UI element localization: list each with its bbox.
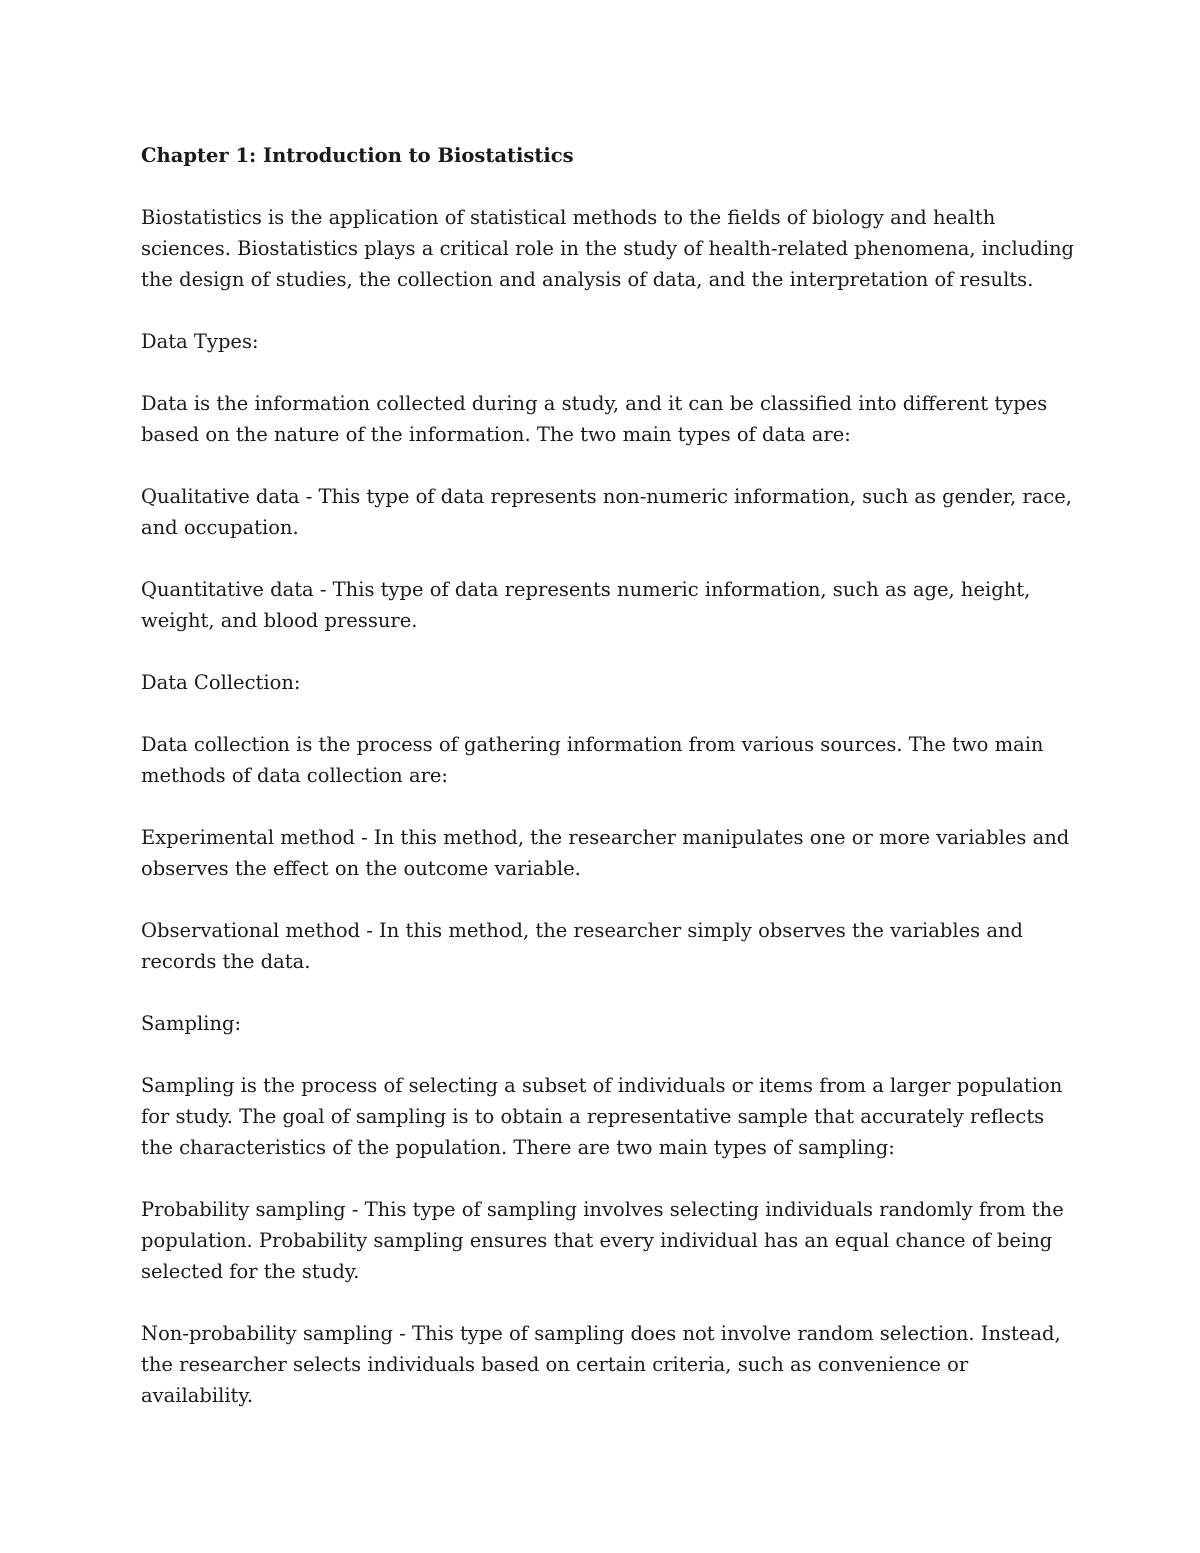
paragraph-quantitative: Quantitative data - This type of data represents numeric information, such as age, height, weight, and blood pressure.: [141, 578, 1031, 632]
paragraph-data-types: Data is the information collected during a study, and it can be classified into different types based on the nature of the information. The two main types of data are:: [141, 392, 1048, 446]
section-heading-data-collection: Data Collection:: [141, 671, 301, 694]
paragraph-observational: Observational method - In this method, the researcher simply observes the variables and records the data.: [141, 919, 1024, 973]
section-heading-sampling: Sampling:: [141, 1012, 242, 1035]
paragraph-probability: Probability sampling - This type of sampling involves selecting individuals randomly from the population. Probability sampling ensures that every individual has an equal chance of being selected for the study.: [141, 1198, 1064, 1283]
paragraph-non-probability: Non-probability sampling - This type of sampling does not involve random selection. Instead, the researcher selects individuals based on certain criteria, such as convenience or availability.: [141, 1322, 1061, 1407]
paragraph-sampling: Sampling is the process of selecting a subset of individuals or items from a larger population for study. The goal of sampling is to obtain a representative sample that accurately reflects the characteristics of the population. There are two main types of sampling:: [141, 1074, 1063, 1159]
document-body: [141, 140, 1076, 1442]
paragraph-intro: Biostatistics is the application of statistical methods to the fields of biology and health sciences. Biostatistics plays a critical role in the study of health-related phenomena, including the design of studies, the collection and analysis of data, and the interpretation of results.: [141, 206, 1075, 291]
paragraph-data-collection: Data collection is the process of gathering information from various sources. The two main methods of data collection are:: [141, 733, 1044, 787]
section-heading-data-types: Data Types:: [141, 330, 259, 353]
chapter-title: Chapter 1: Introduction to Biostatistics: [141, 144, 574, 167]
paragraph-qualitative: Qualitative data - This type of data represents non-numeric information, such as gender, race, and occupation.: [141, 485, 1072, 539]
paragraph-experimental: Experimental method - In this method, the researcher manipulates one or more variables and observes the effect on the outcome variable.: [141, 826, 1070, 880]
